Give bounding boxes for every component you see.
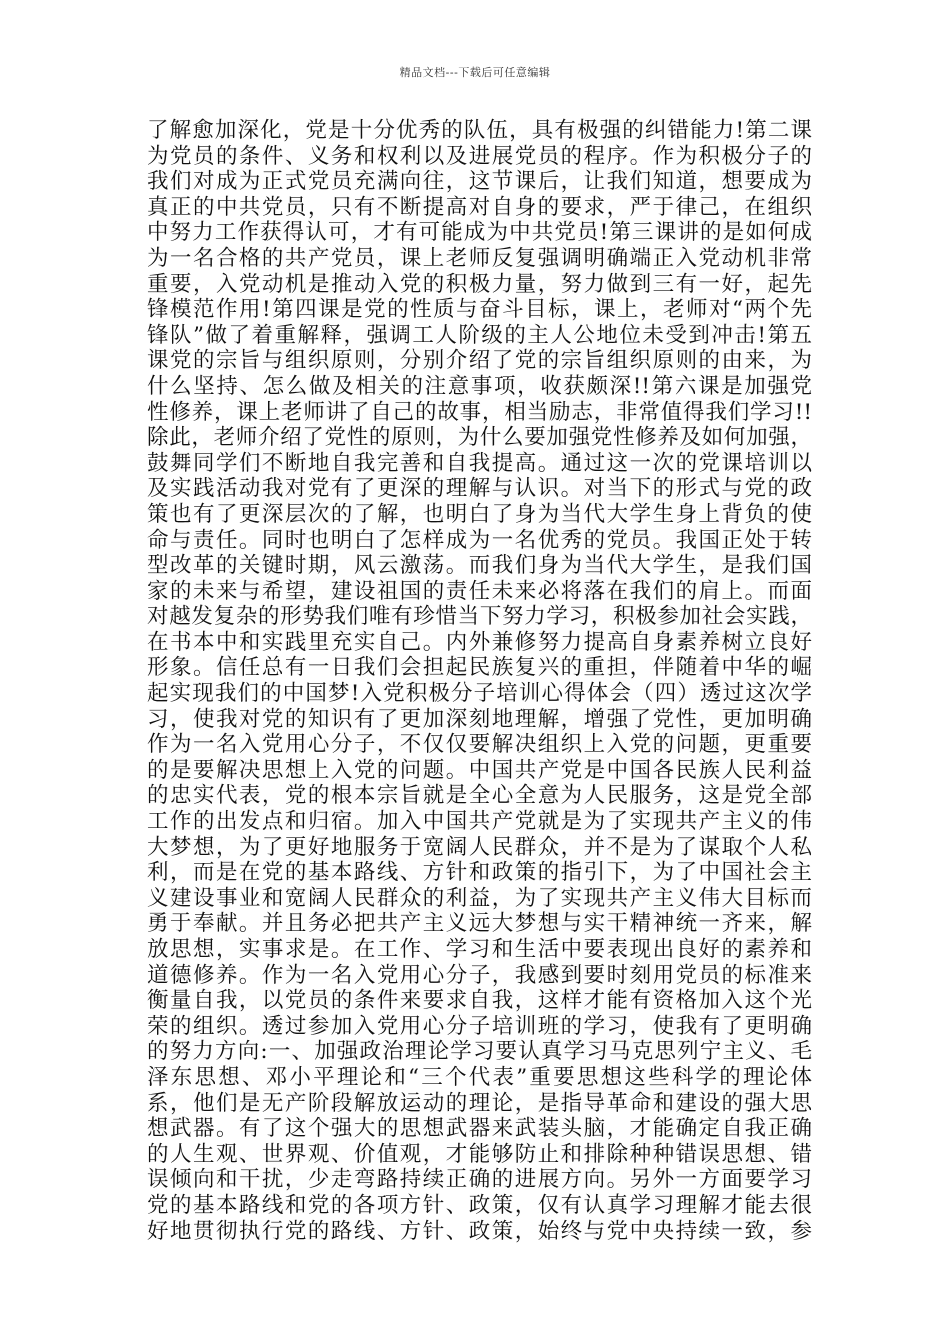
text-line: 对越发复杂的形势我们唯有珍惜当下努力学习，积极参加社会实践， [147,604,812,630]
text-line: 衡量自我，以党员的条件来要求自我，这样才能有资格加入这个光 [147,988,812,1014]
text-line: 的努力方向:一、加强政治理论学习要认真学习马克思列宁主义、毛 [147,1039,812,1065]
text-line: 利，而是在党的基本路线、方针和政策的指引下，为了中国社会主 [147,860,812,886]
text-line: 型改革的关键时期，风云激荡。而我们身为当代大学生，是我们国 [147,553,812,579]
text-line: 作为一名入党用心分子，不仅仅要解决组织上入党的问题，更重要 [147,732,812,758]
text-line: 大梦想，为了更好地服务于宽阔人民群众，并不是为了谋取个人私 [147,834,812,860]
text-line: 的人生观、世界观、价值观，才能够防止和排除种种错误思想、错 [147,1141,812,1167]
text-line: 什么坚持、怎么做及相关的注意事项，收获颇深!!第六课是加强党 [147,373,812,399]
text-line: 误倾向和干扰，少走弯路持续正确的进展方向。另外一方面要学习 [147,1167,812,1193]
text-line: 道德修养。作为一名入党用心分子，我感到要时刻用党员的标准来 [147,962,812,988]
page-header: 精品文档---下载后可任意编辑 [399,66,551,79]
text-line: 除此，老师介绍了党性的原则，为什么要加强党性修养及如何加强， [147,425,812,451]
text-line: 重要，入党动机是推动入党的积极力量，努力做到三有一好，起先 [147,271,812,297]
text-line: 鼓舞同学们不断地自我完善和自我提高。通过这一次的党课培训以 [147,450,812,476]
text-line: 命与责任。同时也明白了怎样成为一名优秀的党员。我国正处于转 [147,527,812,553]
text-line: 锋队”做了着重解释，强调工人阶级的主人公地位未受到冲击!第五 [147,322,812,348]
text-line: 想武器。有了这个强大的思想武器来武装头脑，才能确定自我正确 [147,1116,812,1142]
text-line: 义建设事业和宽阔人民群众的利益，为了实现共产主义伟大目标而 [147,885,812,911]
text-line: 为一名合格的共产党员，课上老师反复强调明确端正入党动机非常 [147,245,812,271]
text-line: 工作的出发点和归宿。加入中国共产党就是为了实现共产主义的伟 [147,809,812,835]
text-line: 锋模范作用!第四课是党的性质与奋斗目标，课上，老师对“两个先 [147,297,812,323]
text-line: 了解愈加深化，党是十分优秀的队伍，具有极强的纠错能力!第二课 [147,118,812,143]
text-line: 荣的组织。透过参加入党用心分子培训班的学习，使我有了更明确 [147,1013,812,1039]
text-line: 的忠实代表，党的根本宗旨就是全心全意为人民服务，这是党全部 [147,783,812,809]
text-line: 真正的中共党员，只有不断提高对自身的要求，严于律己，在组织 [147,194,812,220]
text-line: 及实践活动我对党有了更深的理解与认识。对当下的形式与党的政 [147,476,812,502]
text-line: 性修养，课上老师讲了自己的故事，相当励志，非常值得我们学习!! [147,399,812,425]
text-line: 系，他们是无产阶段解放运动的理论，是指导革命和建设的强大思 [147,1090,812,1116]
text-line: 策也有了更深层次的了解，也明白了身为当代大学生身上背负的使 [147,501,812,527]
text-line: 习，使我对党的知识有了更加深刻地理解，增强了党性，更加明确 [147,706,812,732]
text-line: 党的基本路线和党的各项方针、政策，仅有认真学习理解才能去很 [147,1192,812,1218]
text-line: 家的未来与希望，建设祖国的责任未来必将落在我们的肩上。而面 [147,578,812,604]
body-text [147,118,812,1244]
text-line: 起实现我们的中国梦!入党积极分子培训心得体会（四）透过这次学 [147,681,812,707]
text-line: 在书本中和实践里充实自己。内外兼修努力提高自身素养树立良好 [147,629,812,655]
text-line: 形象。信任总有一日我们会担起民族复兴的重担，伴随着中华的崛 [147,655,812,681]
text-line: 好地贯彻执行党的路线、方针、政策，始终与党中央持续一致，参 [147,1218,812,1244]
text-line: 课党的宗旨与组织原则，分别介绍了党的宗旨组织原则的由来，为 [147,348,812,374]
text-line: 的是要解决思想上入党的问题。中国共产党是中国各民族人民利益 [147,757,812,783]
text-line: 放思想，实事求是。在工作、学习和生活中要表现出良好的素养和 [147,937,812,962]
text-line: 我们对成为正式党员充满向往，这节课后，让我们知道，想要成为 [147,169,812,195]
text-line: 泽东思想、邓小平理论和“三个代表”重要思想这些科学的理论体 [147,1064,812,1090]
text-line: 中努力工作获得认可，才有可能成为中共党员!第三课讲的是如何成 [147,220,812,246]
text-line: 为党员的条件、义务和权利以及进展党员的程序。作为积极分子的 [147,143,812,169]
text-line: 勇于奉献。并且务必把共产主义远大梦想与实干精神统一齐来，解 [147,911,812,937]
